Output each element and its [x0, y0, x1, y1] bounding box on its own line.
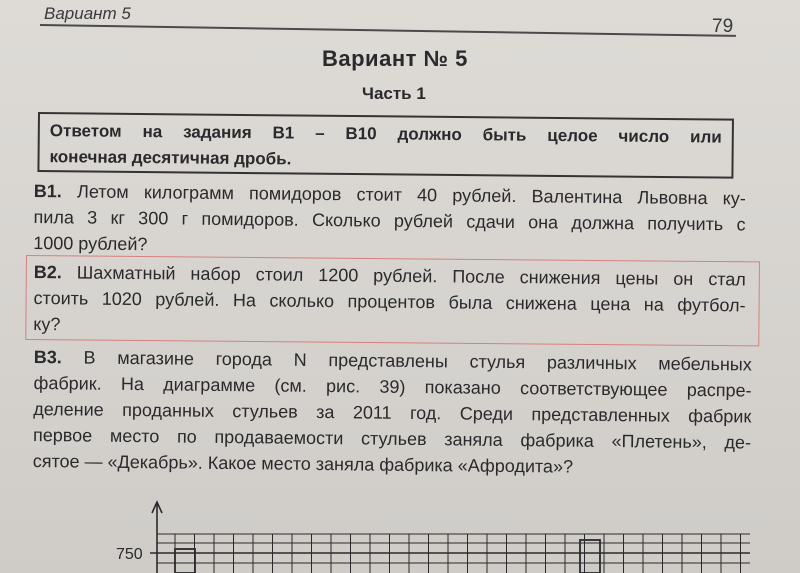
instruction-line-1: Ответом на задания В1 – В10 должно быть целое число или — [49, 121, 722, 147]
task-b3-line-2: фабрик. На диаграмме (см. рис. 39) показано соответствующее распре- — [33, 372, 752, 401]
grid-lines — [157, 534, 750, 563]
bar — [580, 540, 600, 573]
y-tick-label: 750 — [116, 546, 143, 563]
page-number: 79 — [712, 16, 734, 37]
task-b1-label: В1. — [33, 180, 62, 202]
running-head: Вариант 5 — [44, 4, 131, 23]
task-b3-line-5: сятое — «Декабрь». Какое место заняла фабрика «Афродита»? — [32, 450, 574, 477]
task-b2-line-2: стоить 1020 рублей. На сколько процентов была снижена цена на футбол- — [33, 287, 746, 316]
task-b1-line-3: 1000 рублей? — [33, 232, 148, 255]
variant-title: Вариант № 5 — [322, 46, 468, 71]
task-b3-text-1: В магазине города N представлены стулья различных мебельных — [61, 347, 752, 375]
task-b3-line-3: деление проданных стульев за 2011 год. Среди представленных фабрик — [33, 398, 752, 427]
part-title: Часть 1 — [362, 84, 426, 103]
task-b2-label: В2. — [33, 261, 62, 283]
task-b1 — [33, 178, 746, 263]
task-b3 — [33, 344, 752, 482]
instruction-line-2: конечная десятичная дробь. — [49, 147, 292, 169]
task-b1-text-1: Летом килограмм помидоров стоит 40 рублей. Валентина Львовна ку- — [61, 181, 746, 209]
task-b3-label: В3. — [33, 346, 62, 368]
task-b1-line-2: пила 3 кг 300 г помидоров. Сколько рублей сдачи она должна получить с — [33, 206, 746, 235]
task-b2-line-3: ку? — [33, 313, 61, 335]
header-rule — [40, 24, 736, 37]
task-b3-line-4: первое место по продаваемости стульев заняла фабрика «Плетень», де- — [32, 424, 752, 453]
task-b2-text-1: Шахматный набор стоил 1200 рублей. После снижения цены он стал — [61, 262, 746, 290]
task-b2 — [33, 259, 746, 344]
instruction-box — [37, 112, 734, 179]
